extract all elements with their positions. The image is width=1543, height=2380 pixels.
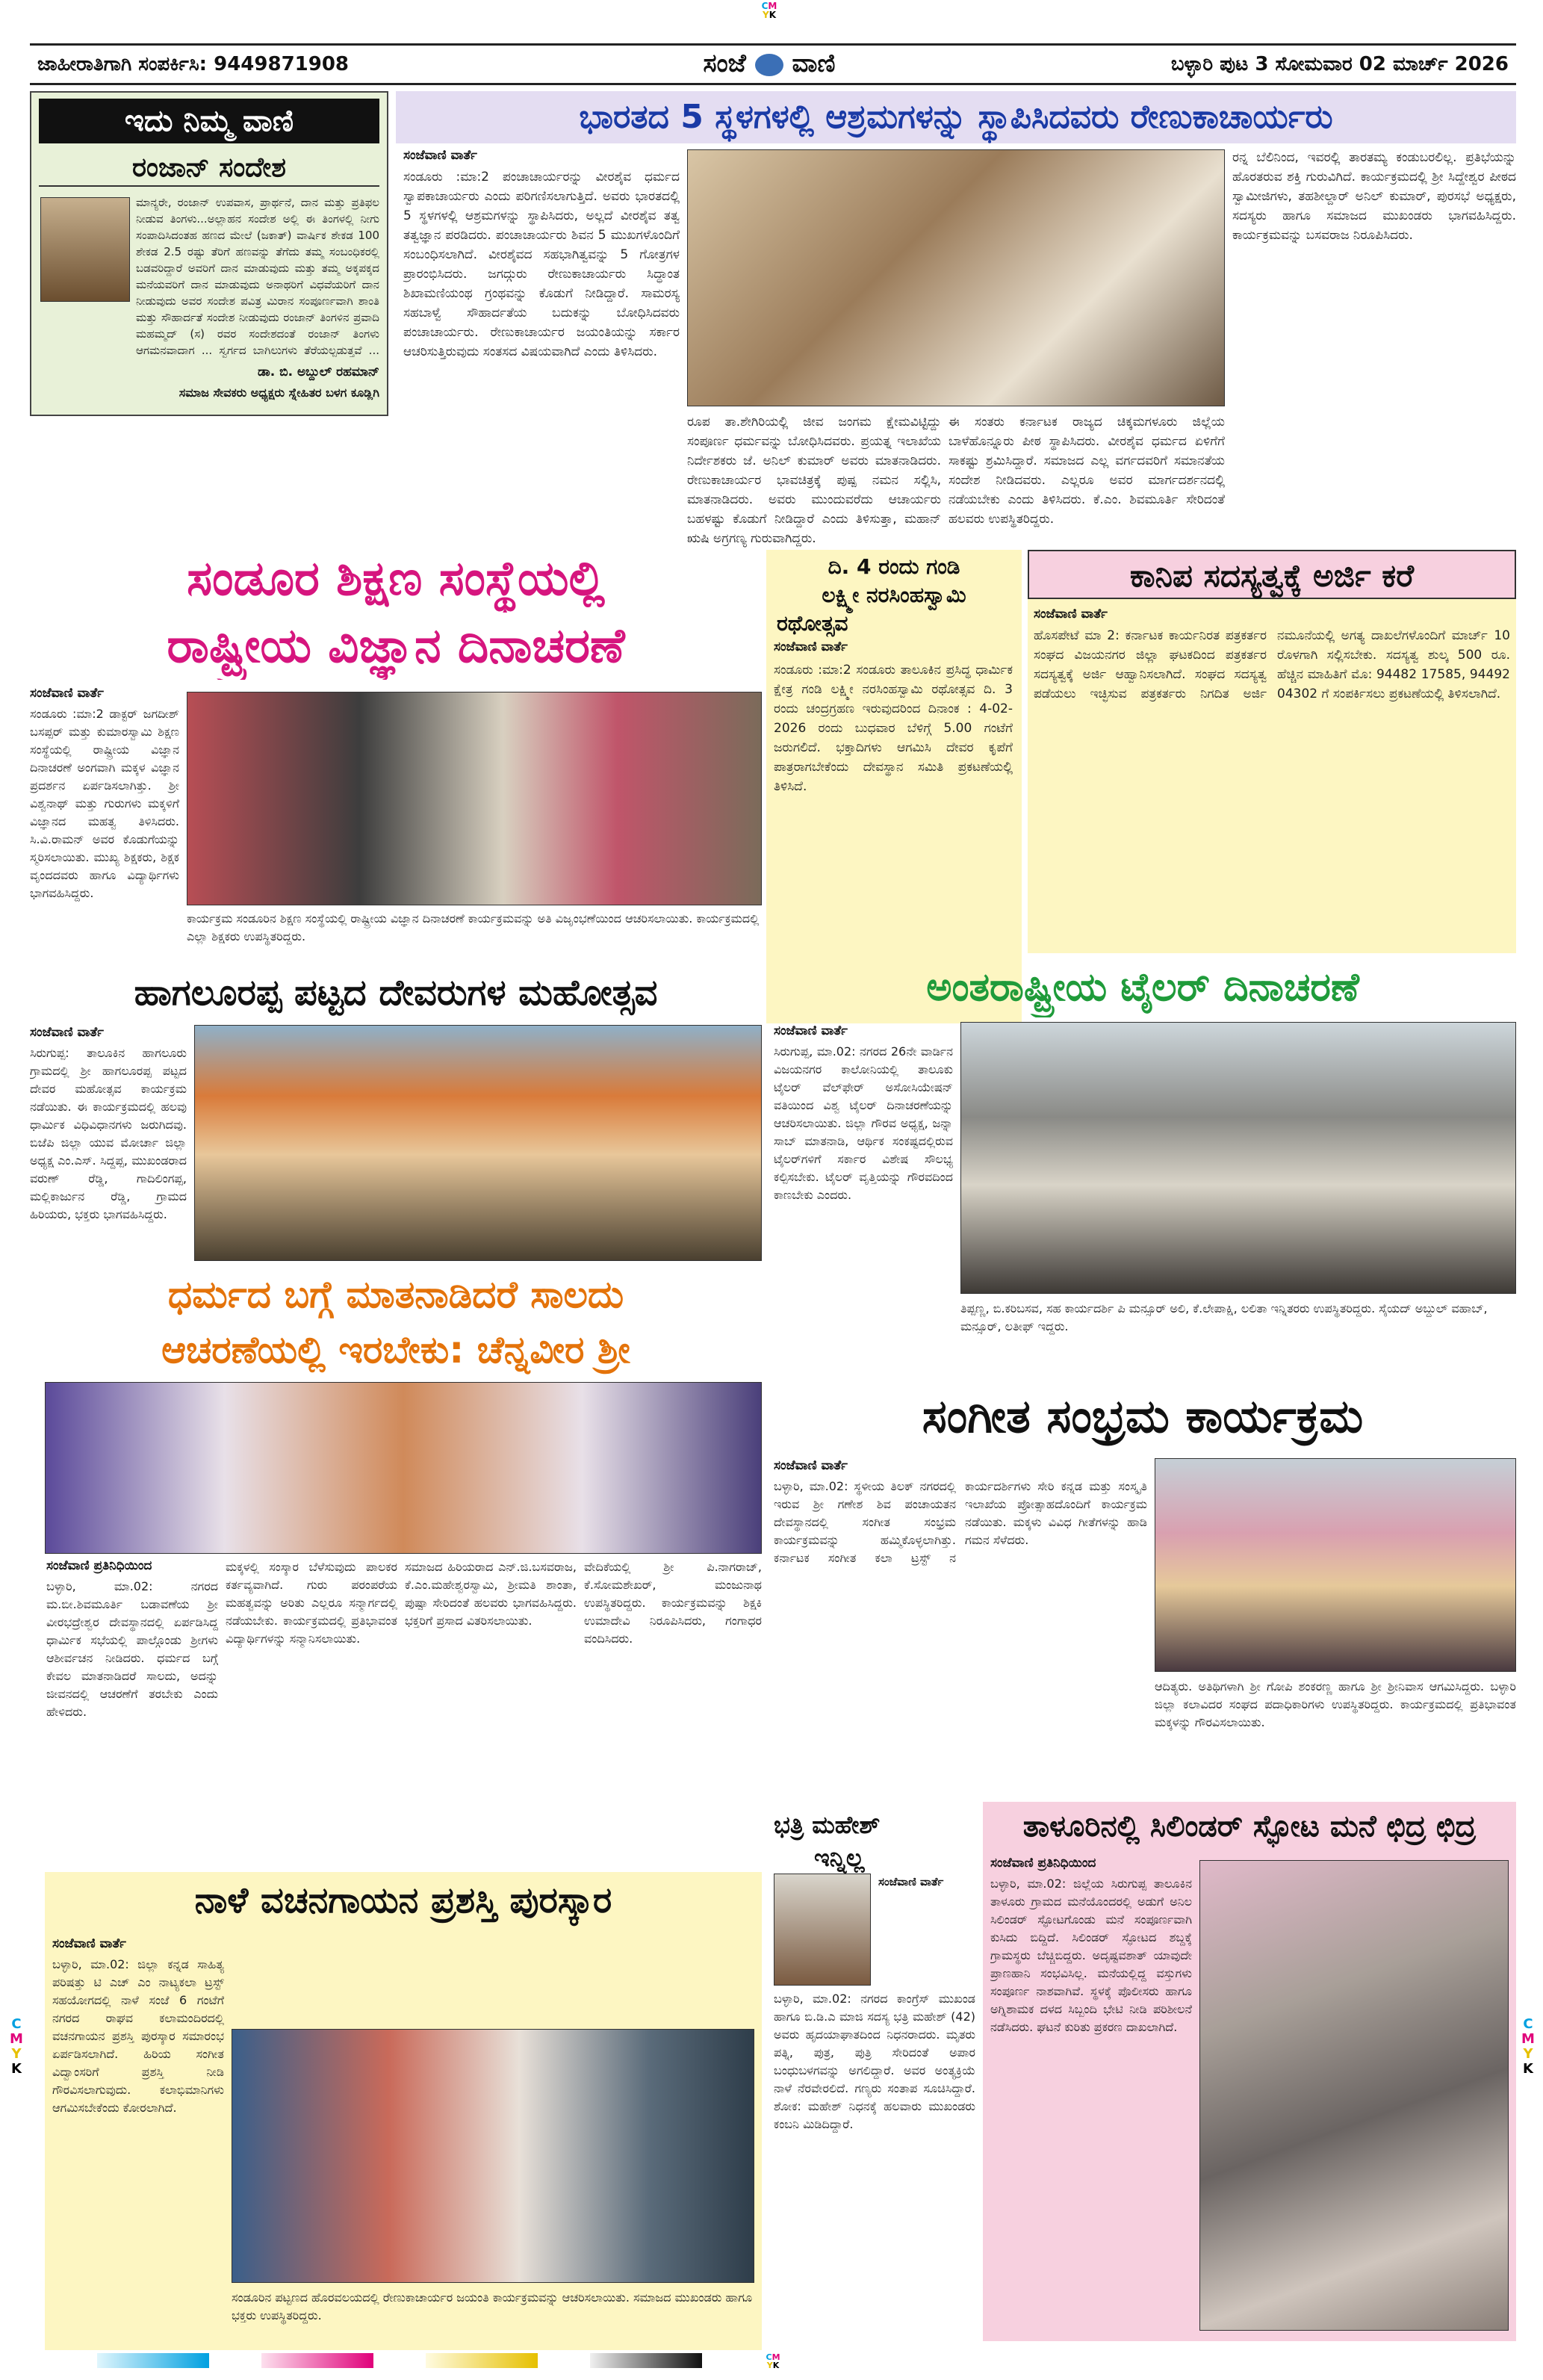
cylinder-headline: ತಾಳೂರಿನಲ್ಲಿ ಸಿಲಿಂಡರ್ ಸ್ಫೋಟ ಮನೆ ಛಿದ್ರ ಛಿದ್ರ: [1022, 1809, 1477, 1844]
narasimha-headline-3: ರಥೋತ್ಸವ: [777, 611, 848, 636]
tailor-headline: ಅಂತರಾಷ್ಟ್ರೀಯ ಟೈಲರ್ ದಿನಾಚರಣೆ: [926, 965, 1359, 1010]
dharma-photo: [45, 1382, 762, 1554]
obit-byline: ಸಂಜೆವಾಣಿ ವಾರ್ತೆ: [878, 1875, 944, 1888]
renuka-col4: ರನ್ನ ಬೆಲಿನಿಂದ, ಇವರಲ್ಲಿ ತಾರತಮ್ಯ ಕಂಡುಬರಲಿಲ್ಲ. ಪ್ರತಿಭೆಯನ್ನು ಹೊರತರುವ ಶಕ್ತಿ ಗುರುವಿಗಿದೆ. ಕಾರ್ಯಕ್ರಮದಲ್ಲಿ ಶ್ರೀ ಸಿದ್ದೇಶ್ವರ ಪೀಠದ ಸ್ವಾಮೀಜಿಗಳು, ತಹಶೀಲ್ದಾರ್ ಅನಿಲ್ ಕುಮಾರ್, ಪುರಸಭೆ ಅಧ್ಯಕ್ಷರು, ಸದಸ್ಯರು ಹಾಗೂ ಸಮಾಜದ ಮುಖಂಡರು ಭಾಗವಹಿಸಿದ್ದರು. ಕಾರ್ಯಕ್ರಮವನ್ನು ಬಸವರಾಜ ನಿರೂಪಿಸಿದರು.: [1232, 150, 1516, 243]
sangeeta-col2: ಆದಿತ್ಯರು. ಅತಿಥಿಗಳಾಗಿ ಶ್ರೀ ಗೋಪಿ ಶಂಕರಣ್ಣ ಹಾಗೂ ಶ್ರೀ ಶ್ರೀನಿವಾಸ ಆಗಮಿಸಿದ್ದರು. ಬಳ್ಳಾರಿ ಜಿಲ್ಲಾ ಕಲಾವಿದರ ಸಂಘದ ಪದಾಧಿಕಾರಿಗಳು ಉಪಸ್ಥಿತರಿದ್ದರು. ಕಾರ್ಯಕ್ರಮದಲ್ಲಿ ಪ್ರತಿಭಾವಂತ ಮಕ್ಕಳನ್ನು ಗೌರವಿಸಲಾಯಿತು.: [1155, 1679, 1516, 1729]
obit-photo: [774, 1874, 871, 1986]
column-banner: ಇದು ನಿಮ್ಮ ವಾಣಿ: [39, 99, 379, 143]
dharma-col2: ಮಕ್ಕಳಲ್ಲಿ ಸಂಸ್ಕಾರ ಬೆಳೆಸುವುದು ಪಾಲಕರ ಕರ್ತವ್ಯವಾಗಿದೆ. ಗುರು ಪರಂಪರೆಯ ಮಹತ್ವವನ್ನು ಅರಿತು ಎಲ್ಲರೂ ಸನ್ಮಾರ್ಗದಲ್ಲಿ ನಡೆಯಬೇಕು. ಕಾರ್ಯಕ್ರಮದಲ್ಲಿ ಪ್ರತಿಭಾವಂತ ವಿದ್ಯಾರ್ಥಿಗಳನ್ನು ಸನ್ಮಾನಿಸಲಾಯಿತು.: [226, 1560, 397, 1646]
dharma-headline-2: ಆಚರಣೆಯಲ್ಲಿ ಇರಬೇಕು: ಚೆನ್ನವೀರ ಶ್ರೀ: [161, 1328, 630, 1372]
cmyk-top-mark: CM YK: [761, 1, 777, 20]
hagaluru-byline: ಸಂಜೆವಾಣಿ ವಾರ್ತೆ: [30, 1025, 104, 1040]
sangeeta-text: ಬಳ್ಳಾರಿ, ಮಾ.02: ಸ್ಥಳೀಯ ತಿಲಕ್ ನಗರದಲ್ಲಿ ಇರುವ ಶ್ರೀ ಗಣೇಶ ಶಿವ ಪಂಚಾಯತನ ದೇವಸ್ಥಾನದಲ್ಲಿ ಸಂಗೀತ ಸಂಭ್ರಮ ಕಾರ್ಯಕ್ರಮವನ್ನು ಹಮ್ಮಿಕೊಳ್ಳಲಾಗಿತ್ತು. ಕರ್ನಾಟಕ ಸಂಗೀತ ಕಲಾ ಟ್ರಸ್ಟ್ ನ ಕಾರ್ಯದರ್ಶಿಗಳು ಸೇರಿ ಕನ್ನಡ ಮತ್ತು ಸಂಸ್ಕೃತಿ ಇಲಾಖೆಯ ಪ್ರೋತ್ಸಾಹದೊಂದಿಗೆ ಕಾರ್ಯಕ್ರಮ ನಡೆಯಿತು. ಮಕ್ಕಳು ವಿವಿಧ ಗೀತೆಗಳನ್ನು ಹಾಡಿ ಗಮನ ಸೆಳೆದರು.: [774, 1479, 1147, 1565]
narasimha-byline: ಸಂಜೆವಾಣಿ ವಾರ್ತೆ: [774, 639, 848, 654]
tailor-photo: [960, 1022, 1516, 1294]
dharma-headline-1: ಧರ್ಮದ ಬಗ್ಗೆ ಮಾತನಾಡಿದರೆ ಸಾಲದು: [167, 1273, 624, 1316]
cmyk-right-mark: C M Y K: [1521, 2016, 1535, 2077]
dharma-byline: ಸಂಜೆವಾಣಿ ಪ್ರತಿನಿಧಿಯಿಂದ: [46, 1558, 152, 1573]
opinion-column-box: [30, 91, 388, 416]
narasimha-headline-1: ದಿ. 4 ರಂದು ಗಂಡಿ: [828, 554, 960, 579]
vachana-byline: ಸಂಜೆವಾಣಿ ವಾರ್ತೆ: [52, 1936, 126, 1951]
sangeeta-byline: ಸಂಜೆವಾಣಿ ವಾರ್ತೆ: [774, 1458, 848, 1473]
obit-headline-2: ಇನ್ನಿಲ್ಲ: [814, 1844, 865, 1872]
cmyk-left-mark: C M Y K: [10, 2016, 23, 2077]
obit-text: ಬಳ್ಳಾರಿ, ಮಾ.02: ನಗರದ ಕಾಂಗ್ರೆಸ್ ಮುಖಂಡ ಹಾಗೂ ಬಿ.ಡಿ.ಎ ಮಾಜಿ ಸದಸ್ಯ ಭತ್ರಿ ಮಹೇಶ್ (42) ಅವರು ಹೃದಯಾಘಾತದಿಂದ ನಿಧನರಾದರು. ಮೃತರು ಪತ್ನಿ, ಪುತ್ರ, ಪುತ್ರಿ ಸೇರಿದಂತೆ ಅಪಾರ ಬಂಧುಬಳಗವನ್ನು ಅಗಲಿದ್ದಾರೆ. ಅವರ ಅಂತ್ಯಕ್ರಿಯೆ ನಾಳೆ ನೆರವೇರಲಿದೆ. ಗಣ್ಯರು ಸಂತಾಪ ಸೂಚಿಸಿದ್ದಾರೆ. ಶೋಕ: ಮಹೇಶ್ ನಿಧನಕ್ಕೆ ಹಲವಾರು ಮುಖಂಡರು ಕಂಬನಿ ಮಿಡಿದಿದ್ದಾರೆ.: [774, 1992, 975, 2131]
dateline: ಬಳ್ಳಾರಿ ಪುಟ 3 ಸೋಮವಾರ 02 ಮಾರ್ಚ್ 2026: [1170, 53, 1509, 75]
cylinder-photo: [1199, 1860, 1509, 2331]
vachana-caption: ಸಂಡೂರಿನ ಪಟ್ಟಣದ ಹೊರವಲಯದಲ್ಲಿ ರೇಣುಕಾಚಾರ್ಯರ ಜಯಂತಿ ಕಾರ್ಯಕ್ರಮವನ್ನು ಆಚರಿಸಲಾಯಿತು. ಸಮಾಜದ ಮುಖಂಡರು ಹಾಗೂ ಭಕ್ತರು ಉಪಸ್ಥಿತರಿದ್ದರು.: [232, 2290, 753, 2322]
paper-logo: [672, 49, 866, 83]
dharma-col4: ವೇದಿಕೆಯಲ್ಲಿ ಶ್ರೀ ಪಿ.ನಾಗರಾಜ್, ಕೆ.ಸೋಮಶೇಖರ್, ಮಂಜುನಾಥ ಉಪಸ್ಥಿತರಿದ್ದರು. ಕಾರ್ಯಕ್ರಮವನ್ನು ಶಿಕ್ಷಕಿ ಉಮಾದೇವಿ ನಿರೂಪಿಸಿದರು, ಗಂಗಾಧರ ವಂದಿಸಿದರು.: [584, 1560, 762, 1646]
author-photo: [40, 197, 130, 302]
hagaluru-headline: ಹಾಗಲೂರಪ್ಪ ಪಟ್ಟದ ದೇವರುಗಳ ಮಹೋತ್ಸವ: [134, 972, 658, 1014]
sangeeta-headline: ಸಂಗೀತ ಸಂಭ್ರಮ ಕಾರ್ಯಕ್ರಮ: [922, 1389, 1364, 1443]
cmyk-bottom-mark: CM YK: [766, 2352, 780, 2370]
science-headline-2: ರಾಷ್ಟ್ರೀಯ ವಿಜ್ಞಾನ ದಿನಾಚರಣೆ: [167, 619, 625, 674]
masthead: [30, 43, 1516, 85]
obit-headline-1: ಭತ್ರಿ ಮಹೇಶ್: [774, 1811, 881, 1839]
renuka-byline: ಸಂಜೆವಾಣಿ ವಾರ್ತೆ: [403, 148, 477, 163]
logo-emblem-icon: [755, 54, 783, 76]
column-author-role: ಸಮಾಜ ಸೇವಕರು ಅಧ್ಯಕ್ಷರು ಸ್ನೇಹಿತರ ಬಳಗ ಕೂಡ್ಲಿಗಿ: [178, 385, 379, 400]
renuka-photo: [687, 149, 1225, 406]
renuka-col3: ಈ ಸಂತರು ಕರ್ನಾಟಕ ರಾಜ್ಯದ ಚಿಕ್ಕಮಗಳೂರು ಜಿಲ್ಲೆಯ ಬಾಳೆಹೊನ್ನೂರು ಪೀಠ ಸ್ಥಾಪಿಸಿದರು. ವೀರಶೈವ ಧರ್ಮದ ಏಳಿಗೆಗೆ ಸಾಕಷ್ಟು ಶ್ರಮಿಸಿದ್ದಾರೆ. ಸಮಾಜದ ಎಲ್ಲ ವರ್ಗದವರಿಗೆ ಸಮಾನತೆಯ ಸಂದೇಶ ನೀಡಿದವರು. ಎಲ್ಲರೂ ಅವರ ಮಾರ್ಗದರ್ಶನದಲ್ಲಿ ನಡೆಯಬೇಕು ಎಂದು ತಿಳಿಸಿದರು. ಕೆ.ಎಂ. ಶಿವಮೂರ್ತಿ ಸೇರಿದಂತೆ ಹಲವರು ಉಪಸ್ಥಿತರಿದ್ದರು.: [949, 415, 1225, 527]
color-bar-black: [590, 2353, 702, 2368]
cylinder-byline: ಸಂಜೆವಾಣಿ ಪ್ರತಿನಿಧಿಯಿಂದ: [990, 1856, 1096, 1871]
cylinder-text: ಬಳ್ಳಾರಿ, ಮಾ.02: ಜಿಲ್ಲೆಯ ಸಿರುಗುಪ್ಪ ತಾಲೂಕಿನ ತಾಳೂರು ಗ್ರಾಮದ ಮನೆಯೊಂದರಲ್ಲಿ ಅಡುಗೆ ಅನಿಲ ಸಿಲಿಂಡರ್ ಸ್ಫೋಟಗೊಂಡು ಮನೆ ಸಂಪೂರ್ಣವಾಗಿ ಕುಸಿದು ಬಿದ್ದಿದೆ. ಸಿಲಿಂಡರ್ ಸ್ಫೋಟದ ಶಬ್ದಕ್ಕೆ ಗ್ರಾಮಸ್ಥರು ಬೆಚ್ಚಿಬಿದ್ದರು. ಅದೃಷ್ಟವಶಾತ್ ಯಾವುದೇ ಪ್ರಾಣಹಾನಿ ಸಂಭವಿಸಿಲ್ಲ. ಮನೆಯಲ್ಲಿದ್ದ ವಸ್ತುಗಳು ಸಂಪೂರ್ಣ ನಾಶವಾಗಿವೆ. ಸ್ಥಳಕ್ಕೆ ಪೊಲೀಸರು ಹಾಗೂ ಅಗ್ನಿಶಾಮಕ ದಳದ ಸಿಬ್ಬಂದಿ ಭೇಟಿ ನೀಡಿ ಪರಿಶೀಲನೆ ನಡೆಸಿದರು. ಘಟನೆ ಕುರಿತು ಪ್ರಕರಣ ದಾಖಲಾಗಿದೆ.: [990, 1877, 1192, 2034]
tailor-byline: ಸಂಜೆವಾಣಿ ವಾರ್ತೆ: [774, 1023, 848, 1038]
sangeeta-photo: [1155, 1458, 1516, 1672]
narasimha-text: ಸಂಡೂರು :ಮಾ:2 ಸಂಡೂರು ತಾಲೂಕಿನ ಪ್ರಸಿದ್ಧ ಧಾರ್ಮಿಕ ಕ್ಷೇತ್ರ ಗಂಡಿ ಲಕ್ಷ್ಮೀ ನರಸಿಂಹಸ್ವಾಮಿ ರಥೋತ್ಸವ ದಿ. 3 ರಂದು ಚಂದ್ರಗ್ರಹಣ ಇರುವುದರಿಂದ ದಿನಾಂಕ : 4-02-2026 ರಂದು ಬುಧವಾರ ಬೆಳಿಗ್ಗೆ 5.00 ಗಂಟೆಗೆ ಜರುಗಲಿದೆ. ಭಕ್ತಾದಿಗಳು ಆಗಮಿಸಿ ದೇವರ ಕೃಪೆಗೆ ಪಾತ್ರರಾಗಬೇಕೆಂದು ದೇವಸ್ಥಾನ ಸಮಿತಿ ಪ್ರಕಟಣೆಯಲ್ಲಿ ತಿಳಿಸಿದೆ.: [774, 663, 1013, 794]
science-byline: ಸಂಜೆವಾಣಿ ವಾರ್ತೆ: [30, 686, 104, 701]
dharma-col1: ಬಳ್ಳಾರಿ, ಮಾ.02: ನಗರದ ಮ.ಬೀ.ಶಿವಮೂರ್ತಿ ಬಡಾವಣೆಯ ಶ್ರೀ ವೀರಭದ್ರೇಶ್ವರ ದೇವಸ್ಥಾನದಲ್ಲಿ ಏರ್ಪಡಿಸಿದ್ದ ಧಾರ್ಮಿಕ ಸಭೆಯಲ್ಲಿ ಪಾಲ್ಗೊಂಡು ಶ್ರೀಗಳು ಆಶೀರ್ವಚನ ನೀಡಿದರು. ಧರ್ಮದ ಬಗ್ಗೆ ಕೇವಲ ಮಾತನಾಡಿದರೆ ಸಾಲದು, ಅದನ್ನು ಜೀವನದಲ್ಲಿ ಆಚರಣೆಗೆ ತರಬೇಕು ಎಂದು ಹೇಳಿದರು.: [46, 1579, 218, 1719]
column-author: ಡಾ. ಬಿ. ಅಬ್ದುಲ್ ರಹಮಾನ್: [257, 365, 379, 379]
renuka-col2: ರೂಪ ತಾ.ಶೇಗಿರಿಯಲ್ಲಿ ಜೀವ ಜಂಗಮ ಕ್ಷೇಮವಿಟ್ಟಿದ್ದು ಸಂಪೂರ್ಣ ಧರ್ಮವನ್ನು ಬೋಧಿಸಿದವರು. ಪ್ರಯತ್ನ ಇಲಾಖೆಯ ನಿರ್ದೇಶಕರು ಜೆ. ಅನಿಲ್ ಕುಮಾರ್ ಅವರು ಮಾತನಾಡಿದರು. ರೇಣುಕಾಚಾರ್ಯರ ಭಾವಚಿತ್ರಕ್ಕೆ ಪುಷ್ಪ ನಮನ ಸಲ್ಲಿಸಿ, ಮಾತನಾಡಿದರು. ಅವರು ಮುಂದುವರೆದು ಆಚಾರ್ಯರು ಬಹಳಷ್ಟು ಕೊಡುಗೆ ನೀಡಿದ್ದಾರೆ ಎಂದು ತಿಳಿಸುತ್ತಾ, ಮಹಾನ್ ಋಷಿ ಅಗ್ರಗಣ್ಯ ಗುರುವಾಗಿದ್ದರು.: [687, 415, 941, 546]
column-text: ಮಾನ್ಯರೇ, ರಂಜಾನ್ ಉಪವಾಸ, ಪ್ರಾರ್ಥನೆ, ದಾನ ಮತ್ತು ಪ್ರತಿಫಲ ನೀಡುವ ತಿಂಗಳು...ಅಲ್ಲಾಹನ ಸಂದೇಶ ಅಲ್ಲಿ ಈ ತಿಂಗಳಲ್ಲಿ ನೀಗು ಸಂಪಾದಿಸಿದಂತಹ ಹಣದ ಮೇಲೆ (ಜಕಾತ್) ವಾರ್ಷಿಕ ಶೇಕಡ 100 ಶೇಕಡ 2.5 ರಷ್ಟು ತೆರಿಗೆ ಹಣವನ್ನು ತೆಗೆದು ತಮ್ಮ ಸಂಬಂಧಿಕರಲ್ಲಿ ಬಡವರಿದ್ದಾರೆ ಅವರಿಗೆ ದಾನ ಮಾಡುವುದು ಮತ್ತು ತಮ್ಮ ಅಕ್ಕಪಕ್ಕದ ಮನೆಯವರಿಗೆ ದಾನ ಮಾಡುವುದು ಅನಾಥರಿಗೆ ವಿಧವೆಯರಿಗೆ ದಾನ ನೀಡುವುದು ಅವರ ಸಂದೇಶ ಪವಿತ್ರ ಮಿರಾನ ಸಂಪೂರ್ಣವಾಗಿ ಶಾಂತಿ ಮತ್ತು ಸೌಹಾರ್ದತೆ ಸಂದೇಶ ನೀಡುವುದು ರಂಜಾನ್ ತಿಂಗಳಿನ ಪ್ರವಾದಿ ಮಹಮ್ಮದ್ (ಸ) ರವರ ಸಂದೇಶದಂತೆ ರಂಜಾನ್ ತಿಂಗಳು ಆಗಮನವಾದಾಗ ... ಸ್ವರ್ಗದ ಬಾಗಿಲುಗಳು ತೆರೆಯಲ್ಪಡುತ್ತವೆ ...: [136, 196, 379, 357]
tailor-text: ಸಿರುಗುಪ್ಪ, ಮಾ.02: ನಗರದ 26ನೇ ವಾರ್ಡಿನ ವಿಜಯನಗರ ಕಾಲೋನಿಯಲ್ಲಿ ತಾಲೂಕು ಟೈಲರ್ ವೆಲ್‌ಫೇರ್ ಅಸೋಸಿಯೇಷನ್ ವತಿಯಿಂದ ವಿಶ್ವ ಟೈಲರ್ ದಿನಾಚರಣೆಯನ್ನು ಆಚರಿಸಲಾಯಿತು. ಜಿಲ್ಲಾ ಗೌರವ ಅಧ್ಯಕ್ಷ, ಜನ್ನಾ ಸಾಬ್ ಮಾತನಾಡಿ, ಆರ್ಥಿಕ ಸಂಕಷ್ಟದಲ್ಲಿರುವ ಟೈಲರ್‌ಗಳಿಗೆ ಸರ್ಕಾರ ವಿಶೇಷ ಸೌಲಭ್ಯ ಕಲ್ಪಿಸಬೇಕು. ಟೈಲರ್ ವೃತ್ತಿಯನ್ನು ಗೌರವದಿಂದ ಕಾಣಬೇಕು ಎಂದರು.: [774, 1044, 953, 1202]
ad-contact: ಜಾಹೀರಾತಿಗಾಗಿ ಸಂಪರ್ಕಿಸಿ: 9449871908: [37, 53, 350, 75]
paper-name-right: ವಾಣಿ: [792, 49, 836, 78]
renuka-headline: ಭಾರತದ 5 ಸ್ಥಳಗಳಲ್ಲಿ ಆಶ್ರಮಗಳನ್ನು ಸ್ಥಾಪಿಸಿದವರು ರೇಣುಕಾಚಾರ್ಯರು: [396, 91, 1516, 143]
science-text: ಸಂಡೂರು :ಮಾ:2 ಡಾಕ್ಟರ್ ಜಗದೀಶ್ ಬಸಪ್ಪರ್ ಮತ್ತು ಕುಮಾರಸ್ವಾಮಿ ಶಿಕ್ಷಣ ಸಂಸ್ಥೆಯಲ್ಲಿ ರಾಷ್ಟ್ರೀಯ ವಿಜ್ಞಾನ ದಿನಾಚರಣೆ ಅಂಗವಾಗಿ ಮಕ್ಕಳ ವಿಜ್ಞಾನ ಪ್ರದರ್ಶನ ಏರ್ಪಡಿಸಲಾಗಿತ್ತು. ಶ್ರೀ ವಿಶ್ವನಾಥ್ ಮತ್ತು ಗುರುಗಳು ಮಕ್ಕಳಿಗೆ ವಿಜ್ಞಾನದ ಮಹತ್ವ ತಿಳಿಸಿದರು. ಸಿ.ವಿ.ರಾಮನ್ ಅವರ ಕೊಡುಗೆಯನ್ನು ಸ್ಮರಿಸಲಾಯಿತು. ಮುಖ್ಯ ಶಿಕ್ಷಕರು, ಶಿಕ್ಷಕ ವೃಂದದವರು ಹಾಗೂ ವಿದ್ಯಾರ್ಥಿಗಳು ಭಾಗವಹಿಸಿದ್ದರು.: [30, 707, 179, 900]
science-caption: ಕಾರ್ಯಕ್ರಮ ಸಂಡೂರಿನ ಶಿಕ್ಷಣ ಸಂಸ್ಥೆಯಲ್ಲಿ ರಾಷ್ಟ್ರೀಯ ವಿಜ್ಞಾನ ದಿನಾಚರಣೆ ಕಾರ್ಯಕ್ರಮವನ್ನು ಅತಿ ವಿಜೃಂಭಣೆಯಿಂದ ಆಚರಿಸಲಾಯಿತು. ಕಾರ್ಯಕ್ರಮದಲ್ಲಿ ಎಲ್ಲಾ ಶಿಕ್ಷಕರು ಉಪಸ್ಥಿತರಿದ್ದರು.: [187, 911, 760, 943]
hagaluru-text: ಸಿರುಗುಪ್ಪ: ತಾಲೂಕಿನ ಹಾಗಲೂರು ಗ್ರಾಮದಲ್ಲಿ ಶ್ರೀ ಹಾಗಲೂರಪ್ಪ ಪಟ್ಟದ ದೇವರ ಮಹೋತ್ಸವ ಕಾರ್ಯಕ್ರಮ ನಡೆಯಿತು. ಈ ಕಾರ್ಯಕ್ರಮದಲ್ಲಿ ಹಲವು ಧಾರ್ಮಿಕ ವಿಧಿವಿಧಾನಗಳು ಜರುಗಿದವು. ಬಿಜೆಪಿ ಜಿಲ್ಲಾ ಯುವ ಮೋರ್ಚಾ ಜಿಲ್ಲಾ ಅಧ್ಯಕ್ಷ ಎಂ.ಎಸ್. ಸಿದ್ದಪ್ಪ, ಮುಖಂಡರಾದ ವರುಣ್ ರೆಡ್ಡಿ, ಗಾದಿಲಿಂಗಪ್ಪ, ಮಲ್ಲಿಕಾರ್ಜುನ ರೆಡ್ಡಿ, ಗ್ರಾಮದ ಹಿರಿಯರು, ಭಕ್ತರು ಭಾಗವಹಿಸಿದ್ದರು.: [30, 1046, 187, 1221]
science-headline-1: ಸಂಡೂರ ಶಿಕ್ಷಣ ಸಂಸ್ಥೆಯಲ್ಲಿ: [187, 551, 605, 607]
hagaluru-photo: [194, 1025, 762, 1261]
vachana-text: ಬಳ್ಳಾರಿ, ಮಾ.02: ಜಿಲ್ಲಾ ಕನ್ನಡ ಸಾಹಿತ್ಯ ಪರಿಷತ್ತು ಟಿ ಎಚ್ ಎಂ ನಾಟ್ಯಕಲಾ ಟ್ರಸ್ಟ್ ಸಹಯೋಗದಲ್ಲಿ ನಾಳೆ ಸಂಜೆ 6 ಗಂಟೆಗೆ ನಗರದ ರಾಘವ ಕಲಾಮಂದಿರದಲ್ಲಿ ವಚನಗಾಯನ ಪ್ರಶಸ್ತಿ ಪುರಸ್ಕಾರ ಸಮಾರಂಭ ಏರ್ಪಡಿಸಲಾಗಿದೆ. ಹಿರಿಯ ಸಂಗೀತ ವಿದ್ವಾಂಸರಿಗೆ ಪ್ರಶಸ್ತಿ ನೀಡಿ ಗೌರವಿಸಲಾಗುವುದು. ಕಲಾಭಿಮಾನಿಗಳು ಆಗಮಿಸಬೇಕೆಂದು ಕೋರಲಾಗಿದೆ.: [52, 1957, 224, 2115]
color-bar-yellow: [426, 2353, 538, 2368]
vachana-photo: [232, 2029, 754, 2283]
kanipa-byline: ಸಂಜೆವಾಣಿ ವಾರ್ತೆ: [1034, 607, 1108, 622]
vachana-cont: [232, 1936, 754, 2026]
dharma-col3: ಸಮಾಜದ ಹಿರಿಯರಾದ ಎನ್.ಜಿ.ಬಸವರಾಜ, ಕೆ.ಎಂ.ಮಹೇಶ್ವರಸ್ವಾಮಿ, ಶ್ರೀಮತಿ ಶಾಂತಾ, ಪುಷ್ಪಾ ಸೇರಿದಂತೆ ಹಲವರು ಭಾಗವಹಿಸಿದ್ದರು. ಭಕ್ತರಿಗೆ ಪ್ರಸಾದ ವಿತರಿಸಲಾಯಿತು.: [405, 1560, 577, 1628]
narasimha-headline-2: ಲಕ್ಷ್ಮೀ ನರಸಿಂಹಸ್ವಾಮಿ: [822, 583, 966, 607]
tailor-caption: ತಿಪ್ಪಣ್ಣ, ಬಿ.ಕರಿಬಸವ, ಸಹ ಕಾರ್ಯದರ್ಶಿ ಪಿ ಮನ್ಸೂರ್ ಅಲಿ, ಕೆ.ಲೇಪಾಕ್ಷಿ, ಲಲಿತಾ ಇನ್ನಿತರರು ಉಪಸ್ಥಿತರಿದ್ದರು. ಸೈಯದ್ ಅಬ್ದುಲ್ ವಹಾಬ್, ಮನ್ಸೂರ್, ಲತೀಫ್ ಇದ್ದರು.: [960, 1301, 1488, 1333]
renuka-col1: ಸಂಡೂರು :ಮಾ:2 ಪಂಚಾಚಾರ್ಯರನ್ನು ವೀರಶೈವ ಧರ್ಮದ ಸ್ವಾಪಕಾಚಾರ್ಯರು ಎಂದು ಪರಿಗಣಿಸಲಾಗುತ್ತಿದೆ. ಅವರು ಭಾರತದಲ್ಲಿ 5 ಸ್ಥಳಗಳಲ್ಲಿ ಆಶ್ರಮಗಳನ್ನು ಸ್ಥಾಪಿಸಿದರು, ಅಲ್ಲದೆ ವೀರಶೈವ ತತ್ವ ತತ್ವಜ್ಞಾನ ಪರಡಿದರು. ಪಂಚಾಚಾರ್ಯರು ಶಿವನ 5 ಮುಖಗಳೊಂದಿಗೆ ಸಂಬಂಧಿಸಲಾಗಿದೆ. ವೀರಶೈವದ ಸಹಭಾಗಿತ್ವವನ್ನು 5 ಗೋತ್ರಗಳ ಪ್ರಾರಂಭಿಸಿದರು. ಜಗದ್ಗುರು ರೇಣುಕಾಚಾರ್ಯರು ಸಿದ್ಧಾಂತ ಶಿಖಾಮಣಿಯಂಥ ಗ್ರಂಥವನ್ನು ಕೊಡುಗೆ ನೀಡಿದ್ದಾರೆ. ಸಾಮರಸ್ಯ ಸಹಬಾಳ್ವೆ ಸೌಹಾರ್ದತೆಯ ಬದುಕನ್ನು ಬೋಧಿಸಿದವರು ಪಂಚಾಚಾರ್ಯರು. ರೇಣುಕಾಚಾರ್ಯರ ಜಯಂತಿಯನ್ನು ಸರ್ಕಾರ ಆಚರಿಸುತ್ತಿರುವುದು ಸಂತಸದ ವಿಷಯವಾಗಿದೆ ಎಂದು ತಿಳಿಸಿದರು.: [403, 170, 680, 359]
vachana-headline: ನಾಳೆ ವಚನಗಾಯನ ಪ್ರಶಸ್ತಿ ಪುರಸ್ಕಾರ: [194, 1879, 612, 1921]
color-bar-cyan: [97, 2353, 209, 2368]
color-bar-magenta: [261, 2353, 373, 2368]
kanipa-headline: ಕಾನಿಪ ಸದಸ್ಯತ್ವಕ್ಕೆ ಅರ್ಜಿ ಕರೆ: [1028, 550, 1516, 599]
renuka-col4b: [1232, 418, 1516, 548]
science-photo: [187, 692, 762, 905]
column-title: ರಂಜಾನ್ ಸಂದೇಶ: [39, 149, 379, 187]
paper-name-left: ಸಂಜೆ: [703, 49, 746, 78]
kanipa-text: ಹೊಸಪೇಟೆ ಮಾ 2: ಕರ್ನಾಟಕ ಕಾರ್ಯನಿರತ ಪತ್ರಕರ್ತರ ಸಂಘದ ವಿಜಯನಗರ ಜಿಲ್ಲಾ ಘಟಕದಿಂದ ಪತ್ರಕರ್ತರ ಸದಸ್ಯತ್ವಕ್ಕೆ ಅರ್ಜಿ ಆಹ್ವಾನಿಸಲಾಗಿದೆ. ಸಂಘದ ಸದಸ್ಯತ್ವ ಪಡೆಯಲು ಇಚ್ಛಿಸುವ ಪತ್ರಕರ್ತರು ನಿಗದಿತ ಅರ್ಜಿ ನಮೂನೆಯಲ್ಲಿ ಅಗತ್ಯ ದಾಖಲೆಗಳೊಂದಿಗೆ ಮಾರ್ಚ್ 10 ರೊಳಗಾಗಿ ಸಲ್ಲಿಸಬೇಕು. ಸದಸ್ಯತ್ವ ಶುಲ್ಕ 500 ರೂ. ಹೆಚ್ಚಿನ ಮಾಹಿತಿಗೆ ಮೊ: 94482 17585, 94492 04302 ಗೆ ಸಂಪರ್ಕಿಸಲು ಪ್ರಕಟಣೆಯಲ್ಲಿ ತಿಳಿಸಲಾಗಿದೆ.: [1034, 628, 1510, 701]
